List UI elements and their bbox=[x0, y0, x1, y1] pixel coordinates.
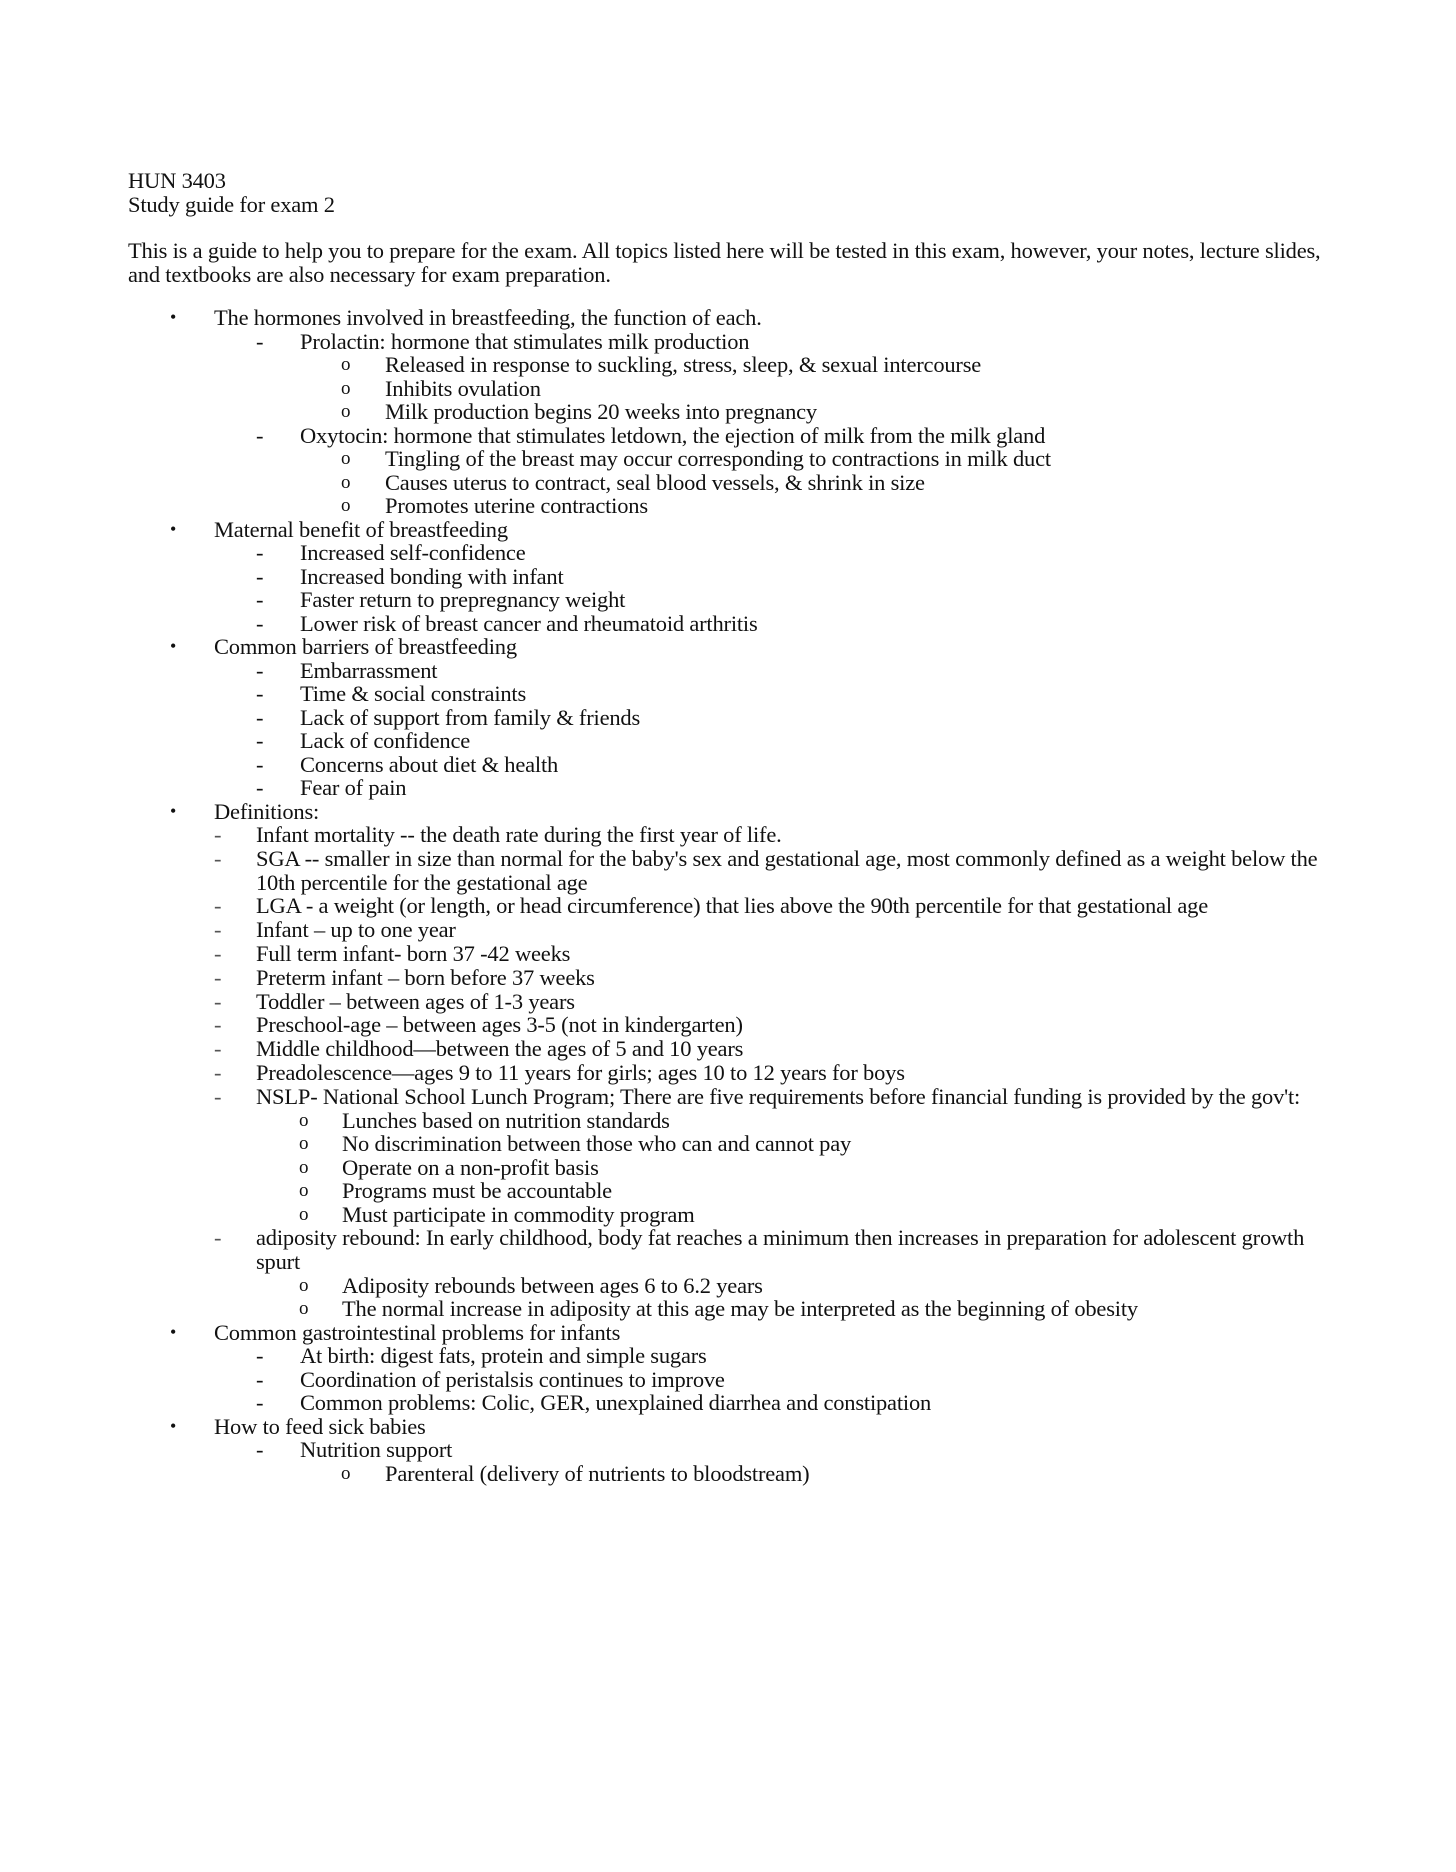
dash-mark: - bbox=[256, 540, 264, 565]
dash-mark: - bbox=[214, 1059, 222, 1085]
dash-mark: - bbox=[256, 775, 264, 800]
sub-list-item: o Promotes uterine contractions bbox=[341, 493, 648, 518]
sub-bullet-mark: o bbox=[299, 1203, 309, 1225]
sub-bullet-mark: o bbox=[299, 1274, 309, 1296]
topic-label: Maternal benefit of breastfeeding bbox=[214, 516, 508, 542]
study-guide-page bbox=[128, 169, 1338, 1485]
topic-label: How to feed sick babies bbox=[214, 1413, 426, 1439]
list-item: - Coordination of peristalsis continues to improve bbox=[256, 1366, 725, 1392]
sub-list-item: o No discrimination between those who can and cannot pay bbox=[299, 1131, 852, 1157]
dash-mark: - bbox=[214, 893, 222, 919]
definition-item: - Toddler – between ages of 1-3 years bbox=[214, 988, 575, 1014]
list-item: - Nutrition support bbox=[256, 1437, 453, 1463]
list-item: - Common problems: Colic, GER, unexplained diarrhea and constipation bbox=[256, 1390, 932, 1416]
bullet-mark: • bbox=[170, 1321, 177, 1342]
bullet-mark: • bbox=[170, 307, 177, 327]
definition-item: - SGA -- smaller in size than normal for the baby's sex and gestational age, most commonly defined as a weight below the 10th percentile for the gestational age bbox=[214, 845, 1318, 895]
dash-mark: - bbox=[256, 1437, 264, 1463]
sub-bullet-mark: o bbox=[341, 471, 351, 493]
dash-mark: - bbox=[256, 728, 264, 753]
sub-list-item: o Parenteral (delivery of nutrients to bloodstream) bbox=[341, 1460, 810, 1486]
sub-bullet-mark: o bbox=[299, 1156, 309, 1178]
sub-list-item: o Released in response to suckling, stress, sleep, & sexual intercourse bbox=[341, 352, 982, 377]
list-item: - Increased self-confidence bbox=[256, 540, 526, 565]
dash-mark: - bbox=[256, 681, 264, 706]
sub-bullet-mark: o bbox=[341, 448, 351, 469]
dash-mark: - bbox=[214, 845, 222, 871]
dash-mark: - bbox=[256, 563, 264, 589]
sub-list-item: o Inhibits ovulation bbox=[341, 375, 541, 401]
dash-mark: - bbox=[256, 657, 264, 683]
dash-mark: - bbox=[256, 1366, 264, 1392]
sub-list-item: o Adiposity rebounds between ages 6 to 6.2 years bbox=[299, 1272, 763, 1298]
list-item: - At birth: digest fats, protein and simple sugars bbox=[256, 1343, 707, 1369]
definition-item: - Preterm infant – born before 37 weeks bbox=[214, 964, 595, 990]
dash-mark: - bbox=[214, 988, 222, 1014]
sub-bullet-mark: o bbox=[341, 377, 351, 399]
list-item: - Faster return to prepregnancy weight bbox=[256, 587, 626, 612]
sub-bullet-mark: o bbox=[341, 401, 351, 422]
definition-item: - LGA - a weight (or length, or head circumference) that lies above the 90th percentile for that gestational age bbox=[214, 893, 1208, 919]
sub-list-item: o Must participate in commodity program bbox=[299, 1201, 695, 1227]
dash-mark: - bbox=[256, 751, 264, 777]
bullet-mark: • bbox=[170, 1415, 177, 1436]
topic-label: The hormones involved in breastfeeding, the function of each. bbox=[214, 305, 762, 330]
topic-item bbox=[128, 635, 1338, 800]
definition-item: - Infant – up to one year bbox=[214, 917, 456, 943]
sub-bullet-mark: o bbox=[299, 1180, 309, 1202]
list-item: - Fear of pain bbox=[256, 775, 407, 800]
dash-mark: - bbox=[256, 1343, 264, 1369]
topic-label: Definitions: bbox=[214, 798, 320, 824]
dash-mark: - bbox=[214, 1225, 222, 1251]
dash-mark: - bbox=[256, 1390, 264, 1416]
definition-item: - Preschool-age – between ages 3-5 (not in kindergarten) bbox=[214, 1012, 743, 1038]
definition-item: - NSLP- National School Lunch Program; There are five requirements before financial funding is provided by the gov't: bbox=[214, 1083, 1301, 1109]
dash-mark: - bbox=[214, 822, 222, 847]
sub-bullet-mark: o bbox=[341, 495, 351, 516]
topic-item bbox=[128, 800, 1338, 1321]
dash-mark: - bbox=[214, 940, 222, 966]
topic-list bbox=[128, 306, 1338, 1485]
topic-item bbox=[128, 518, 1338, 636]
dash-mark: - bbox=[256, 704, 264, 730]
definition-item: - Infant mortality -- the death rate during the first year of life. bbox=[214, 822, 782, 847]
sub-list-item: o Causes uterus to contract, seal blood vessels, & shrink in size bbox=[341, 469, 925, 495]
sub-list-item: o Tingling of the breast may occur corresponding to contractions in milk duct bbox=[341, 446, 1051, 471]
sub-bullet-mark: o bbox=[299, 1109, 309, 1131]
sub-bullet-mark: o bbox=[341, 1462, 351, 1484]
definition-item: - Full term infant- born 37 -42 weeks bbox=[214, 940, 571, 966]
topic-item bbox=[128, 1415, 1338, 1486]
dash-mark: - bbox=[214, 1036, 222, 1062]
dash-mark: - bbox=[214, 917, 222, 943]
document-header bbox=[128, 169, 1338, 216]
definition-item: - adiposity rebound: In early childhood, body fat reaches a minimum then increases in preparation for adolescent growth spurt bbox=[214, 1225, 1305, 1274]
list-item: - Increased bonding with infant bbox=[256, 563, 564, 589]
dash-mark: - bbox=[214, 1012, 222, 1038]
list-item: - Embarrassment bbox=[256, 657, 438, 683]
sub-list-item: o Lunches based on nutrition standards bbox=[299, 1107, 670, 1133]
dash-mark: - bbox=[256, 422, 264, 448]
definition-item: - Preadolescence—ages 9 to 11 years for girls; ages 10 to 12 years for boys bbox=[214, 1059, 905, 1085]
course-code: HUN 3403 bbox=[128, 168, 226, 193]
list-item: - Oxytocin: hormone that stimulates letdown, the ejection of milk from the milk gland bbox=[256, 422, 1046, 448]
topic-item bbox=[128, 1321, 1338, 1415]
dash-mark: - bbox=[256, 610, 264, 636]
bullet-mark: • bbox=[170, 800, 177, 821]
bullet-mark: • bbox=[170, 636, 177, 656]
list-item: - Lack of support from family & friends bbox=[256, 704, 641, 730]
topic-label: Common barriers of breastfeeding bbox=[214, 634, 517, 659]
list-item: - Lack of confidence bbox=[256, 728, 471, 753]
sub-list-item: o Programs must be accountable bbox=[299, 1178, 612, 1204]
bullet-mark: • bbox=[170, 518, 177, 539]
sub-list-item: o Operate on a non-profit basis bbox=[299, 1154, 599, 1180]
dash-mark: - bbox=[214, 964, 222, 990]
list-item: - Prolactin: hormone that stimulates milk production bbox=[256, 328, 750, 354]
sub-bullet-mark: o bbox=[341, 354, 351, 375]
intro-paragraph: This is a guide to help you to prepare for the exam. All topics listed here will be tested in this exam, however, your notes, lecture slides, and textbooks are also necessary for exam preparation. bbox=[128, 238, 1321, 287]
list-item: - Lower risk of breast cancer and rheumatoid arthritis bbox=[256, 610, 758, 636]
sub-bullet-mark: o bbox=[299, 1298, 309, 1320]
list-item: - Time & social constraints bbox=[256, 681, 527, 706]
sub-bullet-mark: o bbox=[299, 1133, 309, 1155]
list-item: - Concerns about diet & health bbox=[256, 751, 559, 777]
sub-list-item: o The normal increase in adiposity at this age may be interpreted as the beginning of obesity bbox=[299, 1296, 1138, 1322]
topic-item bbox=[128, 306, 1338, 518]
dash-mark: - bbox=[214, 1083, 222, 1109]
dash-mark: - bbox=[256, 587, 264, 612]
dash-mark: - bbox=[256, 328, 264, 354]
document-title: Study guide for exam 2 bbox=[128, 191, 335, 217]
definition-item: - Middle childhood—between the ages of 5 and 10 years bbox=[214, 1036, 744, 1062]
topic-label: Common gastrointestinal problems for infants bbox=[214, 1319, 621, 1345]
sub-list-item: o Milk production begins 20 weeks into pregnancy bbox=[341, 399, 817, 424]
